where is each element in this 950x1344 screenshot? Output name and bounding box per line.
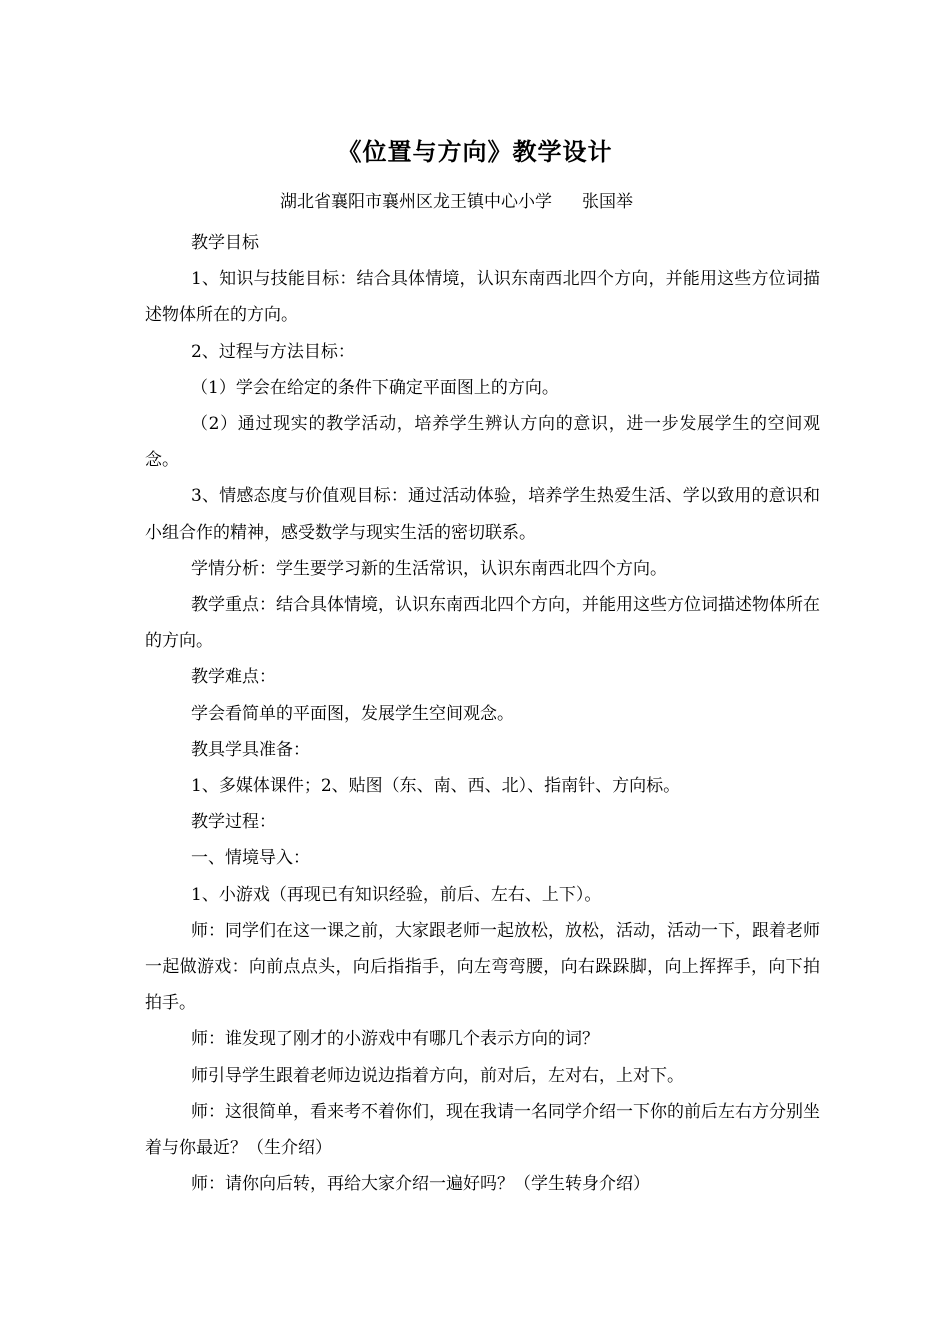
paragraph-materials-heading: 教具学具准备： [191,739,310,760]
paragraph-teacher-2: 师：谁发现了刚才的小游戏中有哪几个表示方向的词？ [191,1029,599,1050]
document-title: 《位置与方向》教学设计 [337,137,613,166]
paragraph-goal-emotion: 3、情感态度与价值观目标：通过活动体验，培养学生热爱生活、学以致用的意识和小组合作的精神，感受数学与现实生活的密切联系。 [145,486,820,543]
paragraph-difficulty: 学会看简单的平面图，发展学生空间观念。 [191,703,514,724]
paragraph-intro-heading: 一、情境导入： [191,848,310,869]
document-body [145,225,820,1202]
paragraph-key-point: 教学重点：结合具体情境，认识东南西北四个方向，并能用这些方位词描述物体所在的方向。 [145,595,820,652]
paragraph-teacher-4: 师：这很简单，看来考不着你们，现在我请一名同学介绍一下你的前后左右方分别坐着与你最近？（生介绍） [145,1101,820,1159]
paragraph-teacher-5: 师：请你向后转，再给大家介绍一遍好吗？（学生转身介绍） [191,1174,650,1195]
author-name: 张国举 [582,192,633,212]
paragraph-teacher-1: 师：同学们在这一课之前，大家跟老师一起放松，放松，活动，活动一下，跟着老师一起做游戏：向前点点头，向后指指手，向左弯弯腰，向右跺跺脚，向上挥挥手，向下拍拍手。 [145,920,820,1014]
author-line [280,190,633,214]
paragraph-goal-process: 2、过程与方法目标： [191,341,355,362]
paragraph-goal-knowledge: 1、知识与技能目标：结合具体情境，认识东南西北四个方向，并能用这些方位词描述物体所在的方向。 [145,269,820,326]
paragraph-materials: 1、多媒体课件；2、贴图（东、南、西、北）、指南针、方向标。 [191,776,681,797]
paragraph-mini-game: 1、小游戏（再现已有知识经验，前后、左右、上下）。 [191,884,602,905]
paragraph-difficulty-heading: 教学难点： [191,667,276,688]
author-school: 湖北省襄阳市襄州区龙王镇中心小学 [280,192,552,212]
paragraph-goal-process-2: （2）通过现实的教学活动，培养学生辨认方向的意识，进一步发展学生的空间观念。 [145,414,820,471]
paragraph-goal-process-1: （1）学会在给定的条件下确定平面图上的方向。 [191,377,559,398]
paragraph-learner-analysis: 学情分析：学生要学习新的生活常识，认识东南西北四个方向。 [191,558,667,579]
paragraph-teaching-goals: 教学目标 [191,233,259,253]
paragraph-process-heading: 教学过程： [191,812,276,833]
paragraph-teacher-3: 师引导学生跟着老师边说边指着方向，前对后，左对右，上对下。 [191,1065,684,1086]
